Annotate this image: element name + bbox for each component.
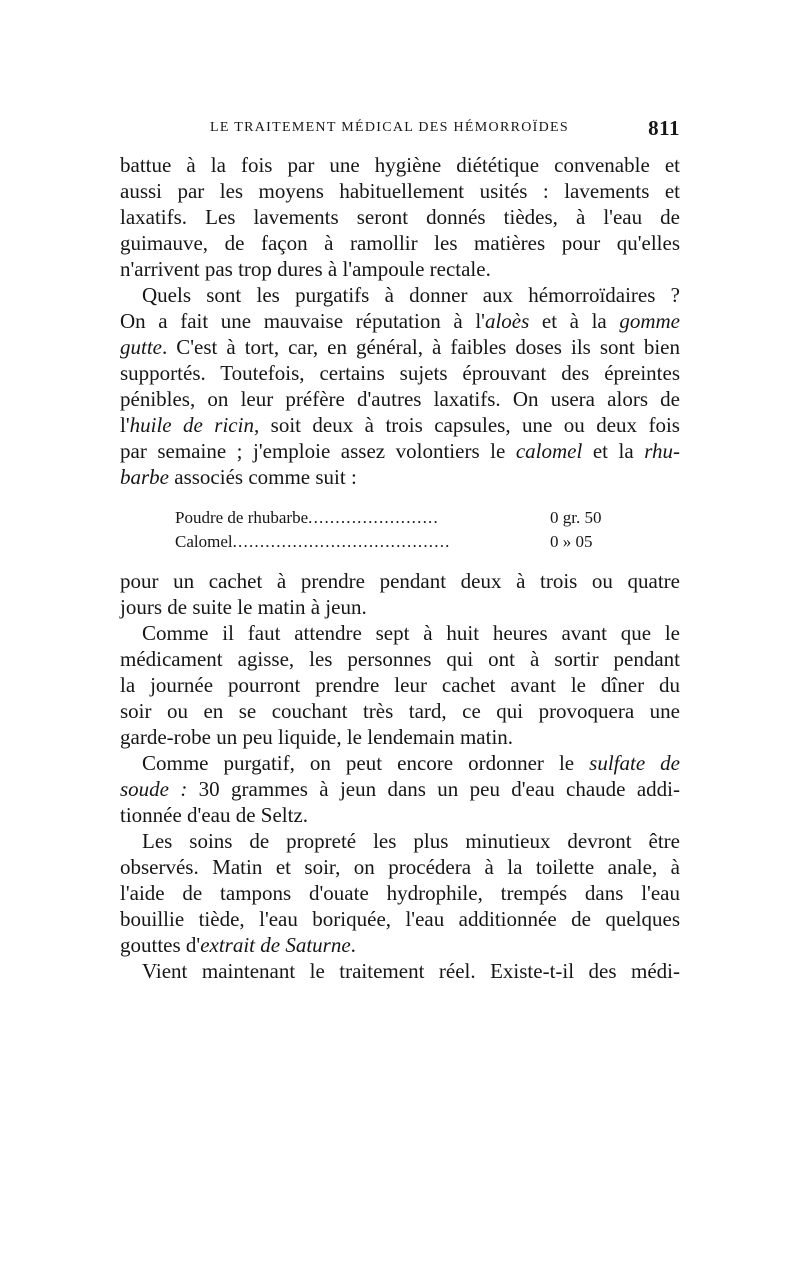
text-line: Comme il faut attendre sept à huit heures avant que le [142, 621, 680, 645]
text-run: . [350, 933, 356, 957]
text-line [120, 750, 680, 776]
text-line: Quels sont les purgatifs à donner aux hémorroïdaires ? [142, 283, 680, 307]
text-run: et la [582, 439, 645, 463]
running-title: LE TRAITEMENT MÉDICAL DES HÉMORROÏDES [210, 120, 569, 135]
ingredient-quantity: 0 » 05 [550, 532, 593, 551]
text-run: . C'est à tort, car, en général, à faibles doses ils sont bien [162, 335, 680, 359]
paragraph-2 [120, 282, 680, 490]
italic-term-gomme: gomme [619, 309, 680, 333]
text-run: l' [120, 413, 130, 437]
leader-dots: ........................................ [232, 532, 451, 551]
italic-term-extrait-de-saturne: extrait de Saturne [200, 933, 351, 957]
text-run: par semaine ; j'emploie assez volontiers le [120, 439, 516, 463]
text-line: garde-robe un peu liquide, le lendemain matin. [120, 725, 514, 749]
text-run: gouttes d' [120, 933, 201, 957]
text-line: jours de suite le matin à jeun. [120, 595, 367, 619]
text-run: 30 grammes à jeun dans un peu d'eau chaude addi- [187, 777, 680, 801]
text-line [120, 412, 680, 438]
italic-term-sulfate: sulfate de [589, 751, 680, 775]
paragraph-4 [120, 620, 680, 750]
text-line [120, 464, 680, 490]
text-line: n'arrivent pas trop dures à l'ampoule rectale. [120, 257, 491, 281]
text-line: Vient maintenant le traitement réel. Existe-t-il des médi- [142, 959, 680, 983]
text-line: laxatifs. Les lavements seront donnés tièdes, à l'eau de [120, 205, 680, 229]
text-line: aussi par les moyens habituellement usités : lavements et [120, 179, 680, 203]
text-line: tionnée d'eau de Seltz. [120, 803, 309, 827]
italic-term-calomel: calomel [515, 439, 583, 463]
italic-term-soude: soude : [120, 777, 188, 801]
text-line [120, 438, 680, 464]
paragraph-6 [120, 828, 680, 958]
formula-row [175, 530, 593, 554]
text-line [120, 334, 680, 360]
paragraph-1 [120, 152, 680, 282]
text-run: et à la [529, 309, 620, 333]
paragraph-7 [120, 958, 680, 984]
text-line: supportés. Toutefois, certains sujets éprouvant des épreintes [120, 361, 680, 385]
text-line: médicament agisse, les personnes qui ont à sortir pendant [120, 647, 680, 671]
prescription-formula [120, 502, 680, 558]
italic-term-rhubarbe: rhu- [644, 439, 681, 463]
ingredient-name: Poudre de rhubarbe [175, 508, 309, 527]
text-line: Les soins de propreté les plus minutieux devront être [142, 829, 680, 853]
ingredient-quantity: 0 gr. 50 [550, 508, 602, 527]
text-line: observés. Matin et soir, on procédera à la toilette anale, à [120, 855, 680, 879]
leader-dots: ........................ [308, 508, 439, 527]
paragraph-3 [120, 568, 680, 620]
text-run: associés comme suit : [169, 465, 357, 489]
text-line: la journée pourront prendre leur cachet avant le dîner du [120, 673, 680, 697]
formula-row [175, 506, 602, 530]
text-line: soir ou en se couchant très tard, ce qui provoquera une [120, 699, 680, 723]
text-line [120, 776, 680, 802]
text-line: battue à la fois par une hygiène diététique convenable et [120, 153, 680, 177]
running-header [120, 116, 680, 144]
text-run: Comme purgatif, on peut encore ordonner le [142, 751, 590, 775]
body-text [120, 152, 680, 984]
text-run: On a fait une mauvaise réputation à l' [120, 309, 485, 333]
text-run: , soit deux à trois capsules, une ou deux fois [253, 413, 680, 437]
italic-term-barbe: barbe [120, 465, 169, 489]
text-line: guimauve, de façon à ramollir les matières pour qu'elles [120, 231, 680, 255]
page-number: 811 [648, 116, 680, 140]
italic-term-aloes: aloès [484, 309, 530, 333]
ingredient-name: Calomel [175, 532, 233, 551]
text-line: bouillie tiède, l'eau boriquée, l'eau additionnée de quelques [120, 907, 680, 931]
text-line: pénibles, on leur préfère d'autres laxatifs. On usera alors de [120, 387, 680, 411]
italic-term-gutte: gutte [120, 335, 162, 359]
text-line [120, 932, 680, 958]
italic-term-huile-de-ricin: huile de ricin [129, 413, 254, 437]
text-line [120, 308, 680, 334]
text-line: l'aide de tampons d'ouate hydrophile, trempés dans l'eau [120, 881, 680, 905]
text-line: pour un cachet à prendre pendant deux à trois ou quatre [120, 569, 680, 593]
paragraph-5 [120, 750, 680, 828]
